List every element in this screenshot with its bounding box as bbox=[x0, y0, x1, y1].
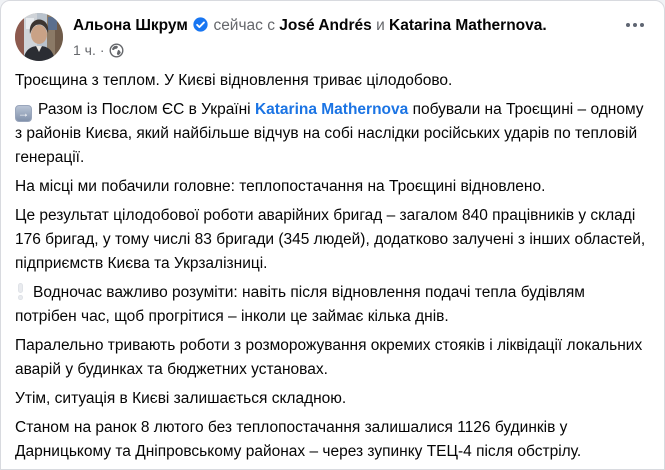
globe-icon bbox=[109, 43, 124, 58]
header-text-block bbox=[73, 13, 620, 58]
context-text: сейчас с bbox=[213, 17, 275, 34]
more-options-button[interactable] bbox=[620, 13, 650, 37]
post-text: побували на Троєщині – одному з районів Києва, який найбільше відчув на собі наслідки російських ударів по тепловій генерації. bbox=[15, 101, 644, 166]
post-text: Станом на ранок 8 лютого без теплопостачання залишалися 1126 будинків у Дарницькому та Дніпровському районах – через зупинку ТЕЦ-4 після обстрілу. bbox=[15, 419, 582, 460]
post-body bbox=[1, 67, 664, 464]
post-header bbox=[1, 1, 664, 67]
post-paragraph bbox=[15, 175, 648, 199]
arrow-right-icon: → bbox=[15, 105, 32, 122]
post-paragraph bbox=[15, 334, 648, 382]
post-text: Водночас важливо розуміти: навіть після відновлення подачі тепла будівлям потрібен час, щоб прогрітися – інколи це займає кілька днів. bbox=[15, 284, 585, 325]
post-text: На місці ми побачили головне: теплопостачання на Троєщині відновлено. bbox=[15, 178, 546, 195]
light-exclamation-icon bbox=[18, 283, 23, 300]
tagged-person-1[interactable]: José Andrés bbox=[279, 17, 372, 34]
post-header-line bbox=[73, 15, 620, 38]
post-text: Паралельно тривають роботи з розморожування окремих стояків і ліквідації локальних аварій у будинках та бюджетних установах. bbox=[15, 337, 643, 378]
post-text: Троєщина з теплом. У Києві відновлення триває цілодобово. bbox=[15, 72, 453, 89]
conjunction-text: и bbox=[376, 17, 385, 34]
tagged-person-2[interactable]: Katarina Mathernova bbox=[389, 17, 543, 34]
post-paragraph bbox=[15, 387, 648, 411]
post-paragraph bbox=[15, 416, 648, 464]
more-options-icon bbox=[640, 23, 644, 27]
post-paragraph bbox=[15, 204, 648, 276]
more-options-icon bbox=[633, 23, 637, 27]
post-paragraph bbox=[15, 98, 648, 170]
post-paragraph bbox=[15, 281, 648, 329]
post-text: Разом із Послом ЄС в Україні bbox=[38, 101, 255, 118]
post-paragraph bbox=[15, 69, 648, 93]
author-name[interactable]: Альона Шкрум bbox=[73, 17, 188, 34]
verified-badge-icon bbox=[193, 17, 208, 38]
post-meta-line bbox=[73, 42, 620, 58]
post-text: Це результат цілодобової роботи аварійних бригад – загалом 840 працівників у складі 176 бригад, у тому числі 83 бригади (345 людей), додатково залучені з інших областей, підприємств Києва та Укрзалізниці. bbox=[15, 207, 646, 272]
timestamp[interactable]: 1 ч. bbox=[73, 42, 96, 58]
post-text: Утім, ситуація в Києві залишається складною. bbox=[15, 390, 347, 407]
profile-link[interactable]: Katarina Mathernova bbox=[254, 101, 409, 118]
avatar[interactable] bbox=[15, 13, 63, 61]
avatar-photo bbox=[15, 13, 63, 61]
meta-separator: · bbox=[99, 42, 105, 58]
name-suffix: . bbox=[542, 17, 547, 34]
more-options-icon bbox=[626, 23, 630, 27]
